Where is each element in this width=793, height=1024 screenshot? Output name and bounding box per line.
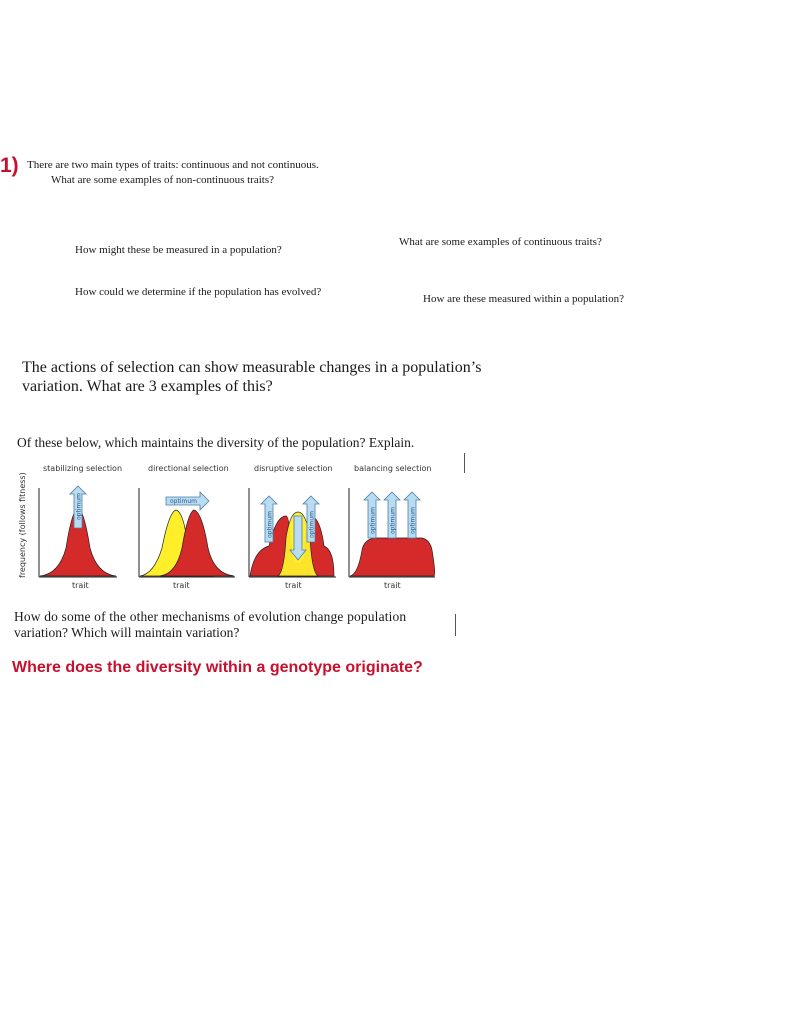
question-number: 1) [0,154,19,177]
x-label-4: trait [384,581,401,590]
question-measure-population: How might these be measured in a population? [75,244,282,256]
question-evolved: How could we determine if the population has evolved? [75,286,322,298]
panel-title-stabilizing: stabilizing selection [43,464,123,473]
question-genotype: Where does the diversity within a genotype originate? [12,659,423,676]
q1-line2: What are some examples of non-continuous traits? [51,174,274,186]
panel-title-balancing: balancing selection [354,464,432,473]
panel-directional [139,488,235,590]
svg-text:optimum: optimum [266,511,274,538]
q1-line1: There are two main types of traits: continuous and not continuous. [27,159,319,171]
panel-title-disruptive: disruptive selection [254,464,333,473]
svg-text:optimum: optimum [389,507,397,534]
svg-text:optimum: optimum [308,511,316,538]
question-mechanisms-line1: How do some of the other mechanisms of evolution change population [14,609,407,624]
question-selection-line1: The actions of selection can show measurable changes in a population’s [22,359,482,376]
panel-disruptive [249,488,336,590]
x-label-1: trait [72,581,89,590]
panel-balancing [349,488,435,590]
x-label-3: trait [285,581,302,590]
question-continuous-examples: What are some examples of continuous traits? [399,236,602,248]
selection-types-figure [14,458,440,594]
question-diversity: Of these below, which maintains the diversity of the population? Explain. [17,435,415,450]
panel-stabilizing [39,486,117,590]
svg-text:optimum: optimum [409,507,417,534]
question-selection-line2: variation. What are 3 examples of this? [22,378,273,395]
y-axis-label: frequency (follows fitness) [18,472,27,578]
panel-title-directional: directional selection [148,464,229,473]
question-mechanisms-line2: variation? Which will maintain variation? [14,625,240,640]
question-measured-within: How are these measured within a population? [423,293,624,305]
svg-text:optimum: optimum [170,498,197,505]
x-label-2: trait [173,581,190,590]
svg-text:optimum: optimum [369,507,377,534]
svg-text:optimum: optimum [75,493,83,520]
text-cursor-mark [455,614,456,636]
text-cursor-mark [464,453,465,473]
